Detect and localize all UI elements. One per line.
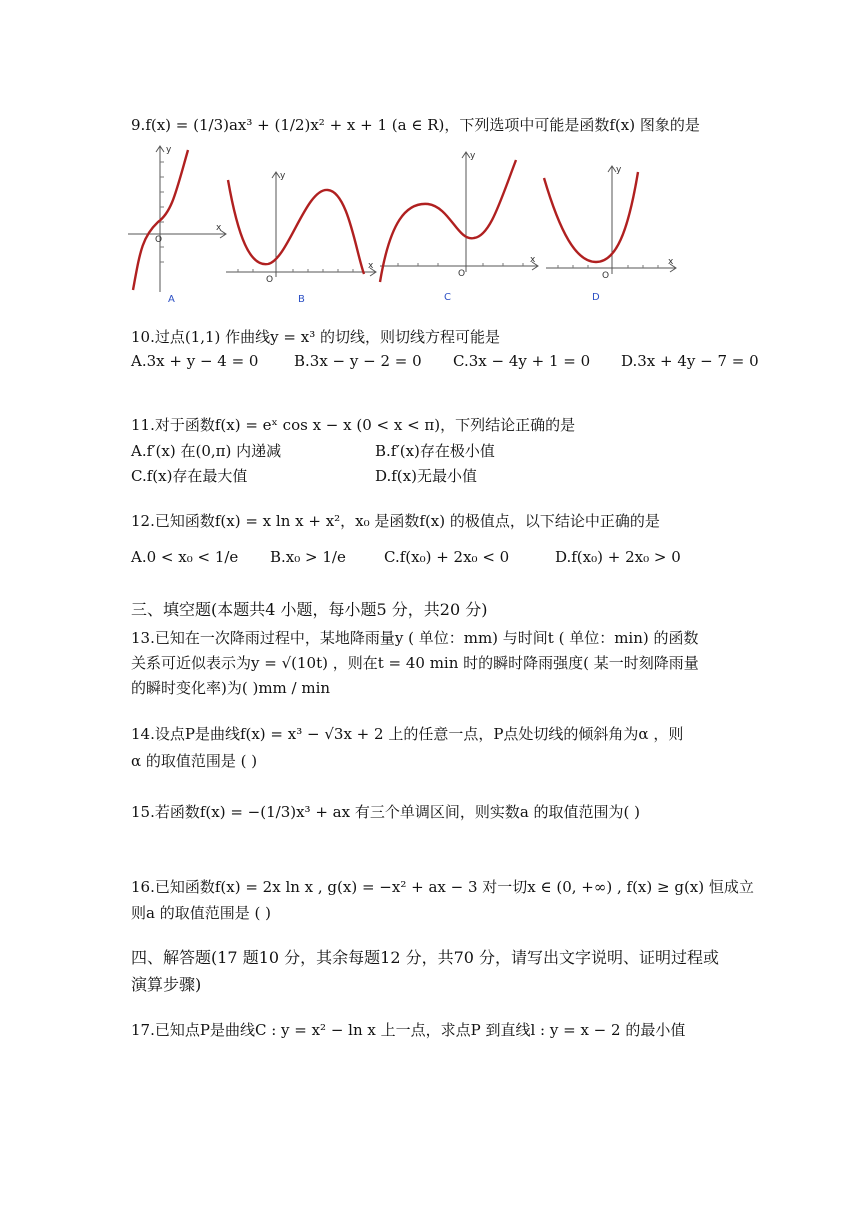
- q9-stem-text: f(x) = (1/3)ax³ + (1/2)x² + x + 1 (a ∈ R)，下列选项中可能是函数f(x) 图象的是: [145, 116, 700, 134]
- graph-a-y-label: y: [166, 145, 172, 155]
- q14-line-2: α 的取值范围是 ( ): [131, 752, 258, 770]
- graph-d-origin: O: [602, 271, 610, 281]
- graph-c: [380, 151, 538, 303]
- graph-a: [128, 145, 226, 305]
- graph-a-caption: A: [168, 294, 175, 305]
- q17-text: 17.已知点P是曲线C : y = x² − ln x 上一点，求点P 到直线l : y = x − 2 的最小值: [131, 1021, 686, 1039]
- q10-option-b: B.3x − y − 2 = 0: [294, 352, 422, 370]
- q11-option-a: A.f′(x) 在(0,π) 内递减: [131, 442, 282, 460]
- q10-option-d: D.3x + 4y − 7 = 0: [621, 352, 759, 370]
- graph-b: [226, 171, 376, 305]
- q9-stem: [131, 114, 700, 136]
- q12-option-d: D.f(x₀) + 2x₀ > 0: [555, 548, 681, 566]
- section-4-line-2: 演算步骤): [131, 975, 202, 994]
- q11-option-c: C.f(x)存在最大值: [131, 467, 248, 485]
- graph-b-x-label: x: [368, 261, 374, 271]
- graph-b-caption: B: [298, 294, 305, 305]
- graph-d-y-label: y: [616, 165, 622, 175]
- graph-a-origin: O: [155, 235, 163, 245]
- graph-a-x-label: x: [216, 223, 222, 233]
- section-3-title: 三、填空题(本题共4 小题，每小题5 分，共20 分): [131, 600, 488, 619]
- graph-d-x-label: x: [668, 257, 674, 267]
- q13-line-2: 关系可近似表示为y = √(10t) ，则在t = 40 min 时的瞬时降雨强度( 某一时刻降雨量: [131, 654, 699, 672]
- graph-d: [544, 165, 676, 303]
- q11-stem: 11.对于函数f(x) = eˣ cos x − x (0 < x < π)，下列结论正确的是: [131, 416, 576, 434]
- q12-option-b: B.x₀ > 1/e: [270, 548, 346, 566]
- q12-option-a: A.0 < x₀ < 1/e: [131, 548, 239, 566]
- q9-number: 9.: [131, 116, 146, 134]
- graph-c-origin: O: [458, 269, 466, 279]
- graph-c-caption: C: [444, 292, 451, 303]
- graph-c-y-label: y: [470, 151, 476, 161]
- section-4-line-1: 四、解答题(17 题10 分，其余每题12 分，共70 分，请写出文字说明、证明过程或: [131, 948, 720, 967]
- q9-graphs: [128, 142, 688, 312]
- q11-option-d: D.f(x)无最小值: [375, 467, 477, 485]
- graph-b-origin: O: [266, 275, 274, 285]
- q13-line-1: 13.已知在一次降雨过程中，某地降雨量y ( 单位：mm) 与时间t ( 单位：min) 的函数: [131, 629, 699, 647]
- q16-line-1: 16.已知函数f(x) = 2x ln x , g(x) = −x² + ax − 3 对一切x ∈ (0, +∞) , f(x) ≥ g(x) 恒成立: [131, 878, 754, 896]
- q10-stem: 10.过点(1,1) 作曲线y = x³ 的切线，则切线方程可能是: [131, 328, 501, 346]
- q14-line-1: 14.设点P是曲线f(x) = x³ − √3x + 2 上的任意一点，P点处切线的倾斜角为α ，则: [131, 725, 684, 743]
- q10-option-c: C.3x − 4y + 1 = 0: [453, 352, 591, 370]
- graph-d-caption: D: [592, 292, 600, 303]
- q10-option-a: A.3x + y − 4 = 0: [131, 352, 259, 370]
- q16-line-2: 则a 的取值范围是 ( ): [131, 904, 271, 922]
- q11-option-b: B.f′(x)存在极小值: [375, 442, 495, 460]
- q13-line-3: 的瞬时变化率)为( )mm / min: [131, 679, 331, 697]
- graph-c-x-label: x: [530, 255, 536, 265]
- q12-option-c: C.f(x₀) + 2x₀ < 0: [384, 548, 510, 566]
- q12-stem: 12.已知函数f(x) = x ln x + x²，x₀ 是函数f(x) 的极值点，以下结论中正确的是: [131, 512, 660, 530]
- q15-line-1: 15.若函数f(x) = −(1/3)x³ + ax 有三个单调区间，则实数a 的取值范围为( ): [131, 803, 641, 821]
- graph-b-y-label: y: [280, 171, 286, 181]
